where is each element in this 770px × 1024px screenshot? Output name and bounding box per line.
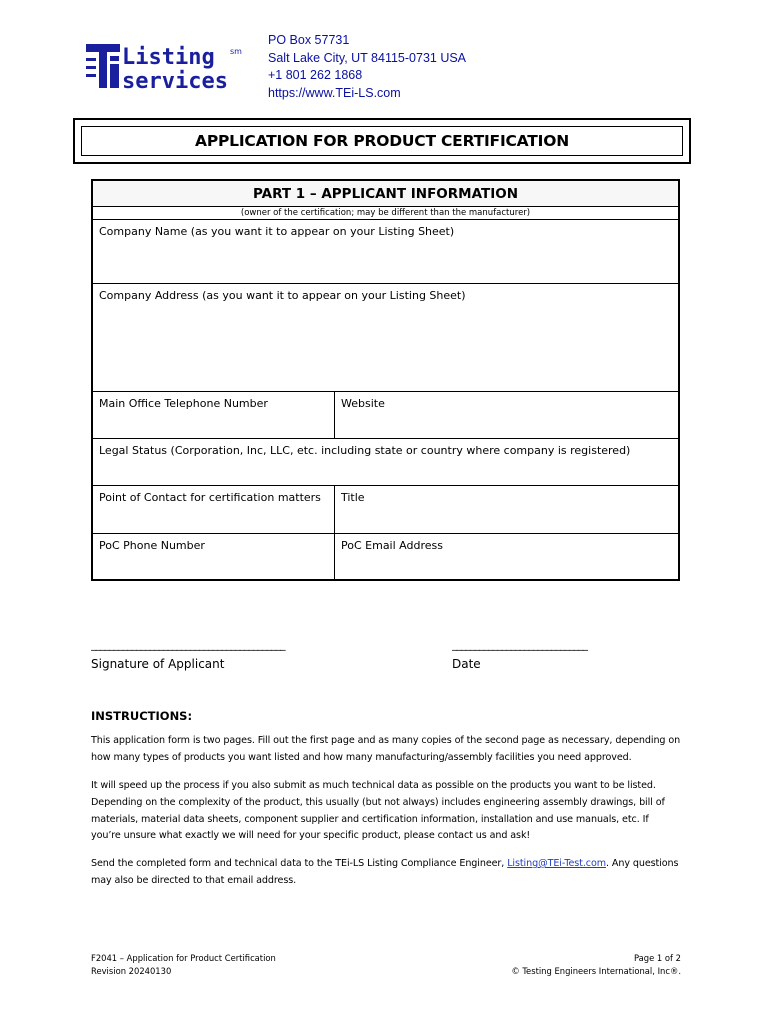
logo-service-mark: sm	[230, 47, 242, 56]
company-address-row	[93, 283, 678, 391]
document-title: APPLICATION FOR PRODUCT CERTIFICATION	[81, 126, 683, 156]
part1-heading: PART 1 – APPLICANT INFORMATION	[93, 181, 678, 206]
signature-of-applicant-label: Signature of Applicant	[91, 657, 225, 671]
logo-line2: services	[122, 69, 228, 92]
instructions-p3-text-before: Send the completed form and technical data to the TEi-LS Listing Compliance Engineer,	[91, 858, 508, 869]
company-address-field[interactable]	[93, 284, 678, 391]
instructions-paragraph-1: This application form is two pages. Fill out the first page and as many copies of the second page as necessary, depending on how many types of products you want listed and how many manufacturing/assembly facilities you need approved.	[91, 735, 681, 763]
title-field[interactable]	[335, 486, 678, 533]
footer-copyright: © Testing Engineers International, Inc®.	[511, 966, 681, 976]
poc-label: Point of Contact for certification matters	[99, 491, 321, 504]
phone-website-row	[93, 391, 678, 438]
website-label: Website	[341, 397, 385, 410]
poc-title-row	[93, 485, 678, 533]
date-label: Date	[452, 657, 481, 671]
poc-field[interactable]	[93, 486, 335, 533]
website-field[interactable]	[335, 392, 678, 438]
main-phone-field[interactable]	[93, 392, 335, 438]
applicant-signature-line[interactable]: ___________________________________________	[91, 638, 285, 651]
instructions-paragraph-2: It will speed up the process if you also submit as much technical data as possible on the products you want to be listed. Depending on the complexity of the product, this usually (but not always) includes engineering assembly drawings, bill of materials, material data sheets, component supplier and certification information, installation and use manuals, etc. If you’re unsure what exactly we will need for your specific product, please contact us and ask!	[91, 780, 665, 842]
company-logo	[84, 40, 262, 92]
main-phone-label: Main Office Telephone Number	[99, 397, 268, 410]
logo-line1: Listing	[122, 45, 215, 70]
poc-email-field[interactable]	[335, 534, 678, 579]
legal-status-field[interactable]	[93, 439, 678, 485]
poc-phone-label: PoC Phone Number	[99, 539, 205, 552]
legal-status-label: Legal Status (Corporation, Inc, LLC, etc. including state or country where company is registered)	[99, 444, 631, 457]
document-title-box	[73, 118, 691, 164]
legal-status-row	[93, 438, 678, 485]
address-city: Salt Lake City, UT 84115-0731 USA	[268, 50, 467, 65]
footer-left	[91, 952, 276, 978]
footer-revision: Revision 20240130	[91, 966, 172, 976]
address-phone: +1 801 262 1868	[268, 68, 363, 82]
address-website[interactable]: https://www.TEi-LS.com	[268, 85, 401, 100]
title-label: Title	[341, 491, 365, 504]
poc-phone-field[interactable]	[93, 534, 335, 579]
company-name-row	[93, 219, 678, 283]
address-po-box: PO Box 57731	[268, 33, 350, 47]
company-name-field[interactable]	[93, 220, 678, 283]
instructions-heading: INSTRUCTIONS:	[91, 709, 193, 723]
part1-subheading: (owner of the certification; may be different than the manufacturer)	[93, 206, 678, 219]
footer-form-id: F2041 – Application for Product Certification	[91, 953, 276, 963]
listing-services-logo-icon	[84, 40, 262, 92]
instructions-p3-text-after: . Any questions may also be directed to that email address.	[91, 858, 679, 886]
date-signature-line[interactable]: ______________________________	[452, 638, 587, 651]
applicant-information-form	[91, 179, 680, 581]
company-address-label: Company Address (as you want it to appear on your Listing Sheet)	[99, 289, 466, 302]
instructions-paragraph-3	[91, 856, 681, 890]
company-address-block	[268, 32, 466, 102]
poc-contact-row	[93, 533, 678, 579]
company-name-label: Company Name (as you want it to appear on your Listing Sheet)	[99, 225, 455, 238]
footer-right	[511, 952, 681, 978]
footer-page-number: Page 1 of 2	[634, 953, 681, 963]
listing-email-link[interactable]: Listing@TEi-Test.com	[507, 858, 606, 869]
poc-email-label: PoC Email Address	[341, 539, 443, 552]
